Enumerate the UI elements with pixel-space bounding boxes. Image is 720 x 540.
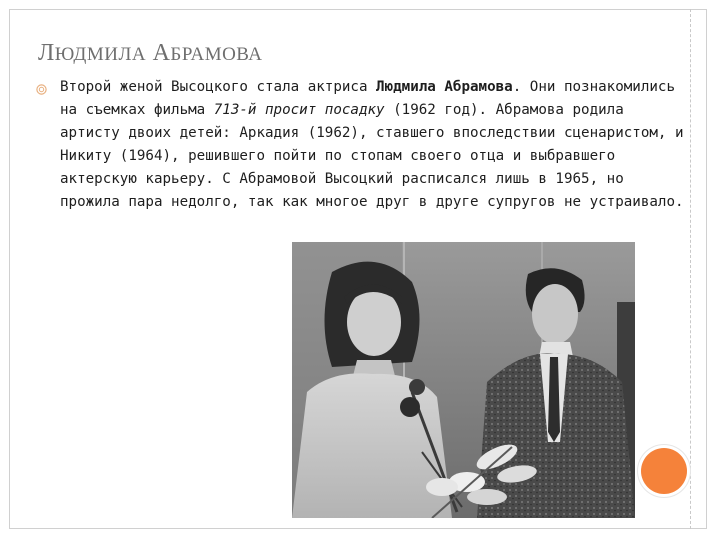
wedding-photo [292, 242, 635, 518]
body-text-part-3: (1962 год). Абрамова родила артисту двоих детей: Аркадия (1962), ставшего впоследствии сценаристом, и Никиту (1964), решившего пойти по стопам своего отца и выбравшего актерскую карьеру. С Абрамовой Высоцкий расписался лишь в 1965, но прожила пара недолго, так как многое друг в друге супругов не устраивало. [60, 102, 684, 210]
title-initial-2: А [152, 40, 171, 66]
orange-circle-decoration [641, 448, 687, 494]
film-title: 713-й просит посадку [213, 102, 385, 118]
slide-body-text [60, 76, 685, 214]
body-text-part-2: . Они познакомились на съемках фильма [60, 79, 676, 118]
title-initial-1: Л [38, 40, 55, 66]
actress-name: Людмила Абрамова [376, 79, 513, 95]
slide-title [38, 40, 263, 67]
slide-frame-edge [690, 9, 691, 529]
body-text-part-1: Второй женой Высоцкого стала актриса [60, 79, 377, 95]
title-rest-2: БРАМОВА [170, 44, 263, 65]
target-bullet-icon [36, 84, 47, 95]
title-rest-1: ЮДМИЛА [54, 44, 147, 65]
